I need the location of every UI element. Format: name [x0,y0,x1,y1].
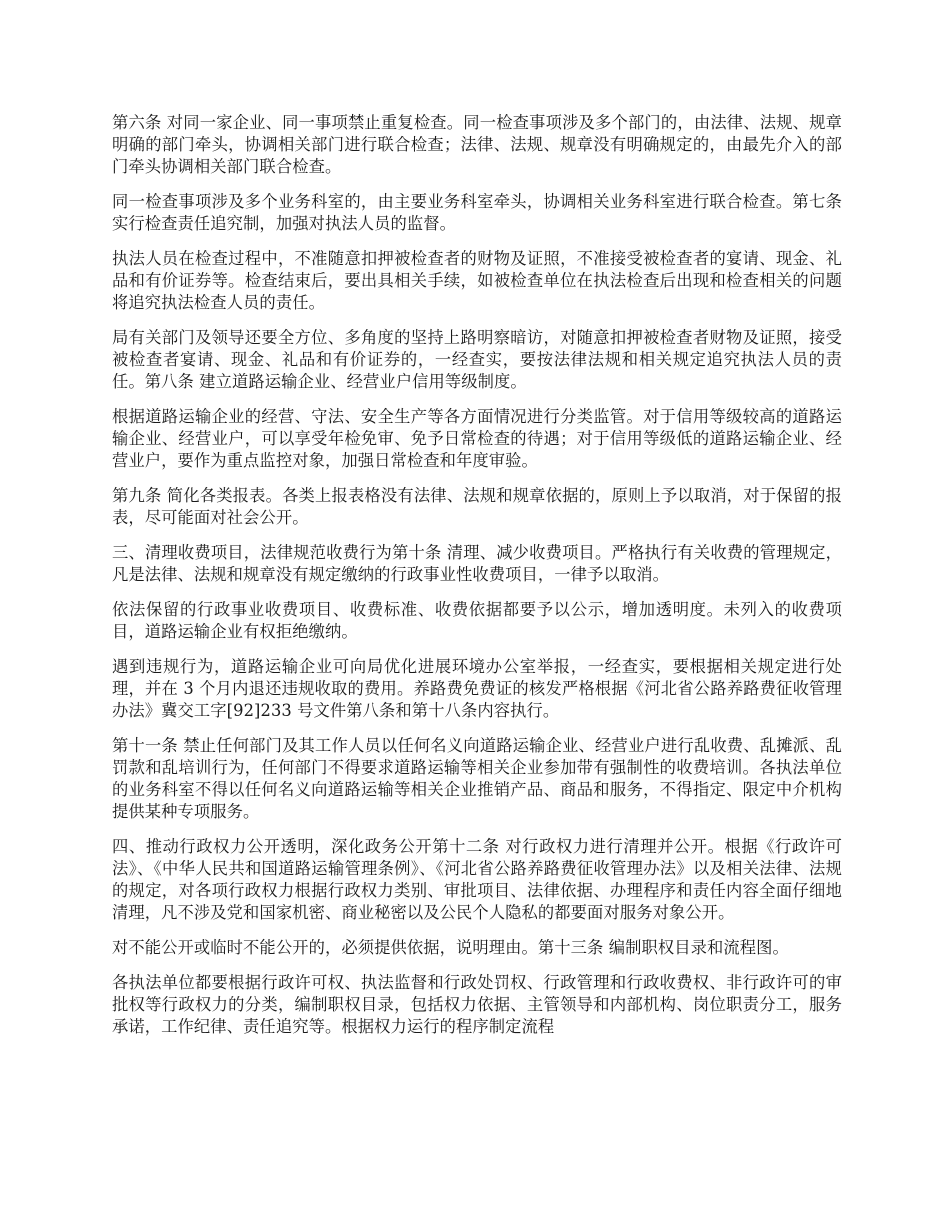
paragraph-fee-disclosure: 依法保留的行政事业收费项目、收费标准、收费依据都要予以公示，增加透明度。未列入的收费项目，道路运输企业有权拒绝缴纳。 [112,600,842,641]
paragraph-authority-catalog: 各执法单位都要根据行政许可权、执法监督和行政处罚权、行政管理和行政收费权、非行政许可的审批权等行政权力的分类，编制职权目录，包括权力依据、主管领导和内部机构、岗位职责分工，服务承诺，工作纪律、责任追究等。根据权力运行的程序制定流程 [112,973,842,1036]
paragraph-section-3-article-10: 三、清理收费项目，法律规范收费行为第十条 清理、减少收费项目。严格执行有关收费的管理规定，凡是法律、法规和规章没有规定缴纳的行政事业性收费项目，一律予以取消。 [112,543,842,584]
paragraph-credit-rating: 根据道路运输企业的经营、守法、安全生产等各方面情况进行分类监管。对于信用等级较高的道路运输企业、经营业户，可以享受年检免审、免予日常检查的待遇；对于信用等级低的道路运输企业、经营业户，要作为重点监控对象，加强日常检查和年度审验。 [112,407,842,470]
paragraph-article-13: 对不能公开或临时不能公开的，必须提供依据，说明理由。第十三条 编制职权目录和流程图。 [112,938,789,957]
paragraph-article-9: 第九条 简化各类报表。各类上报表格没有法律、法规和规章依据的，原则上予以取消，对于保留的报表，尽可能面对社会公开。 [112,486,842,527]
paragraph-enforcement-conduct: 执法人员在检查过程中，不准随意扣押被检查者的财物及证照，不准接受被检查者的宴请、现金、礼品和有价证券等。检查结束后，要出具相关手续，如被检查单位在执法检查后出现和检查相关的问题将追究执法检查人员的责任。 [112,249,842,312]
paragraph-violation-reporting: 遇到违规行为，道路运输企业可向局优化进展环境办公室举报，一经查实，要根据相关规定进行处理，并在 3 个月内退还违规收取的费用。养路费免费证的核发严格根据《河北省公路养路费征收管理办法》冀交工字[92]233 号文件第八条和第十八条内容执行。 [112,657,842,720]
paragraph-article-11: 第十一条 禁止任何部门及其工作人员以任何名义向道路运输企业、经营业户进行乱收费、乱摊派、乱罚款和乱培训行为，任何部门不得要求道路运输等相关企业参加带有强制性的收费培训。各执法单位的业务科室不得以任何名义向道路运输等相关企业推销产品、商品和服务，不得指定、限定中介机构提供某种专项服务。 [112,736,842,821]
document-body [112,112,842,1051]
paragraph-article-8: 局有关部门及领导还要全方位、多角度的坚持上路明察暗访，对随意扣押被检查者财物及证照，接受被检查者宴请、现金、礼品和有价证券的，一经查实，要按法律法规和相关规定追究执法人员的责任。第八条 建立道路运输企业、经营业户信用等级制度。 [112,328,842,391]
paragraph-article-7: 同一检查事项涉及多个业务科室的，由主要业务科室牵头，协调相关业务科室进行联合检查。第七条 实行检查责任追究制，加强对执法人员的监督。 [112,192,842,233]
paragraph-article-6: 第六条 对同一家企业、同一事项禁止重复检查。同一检查事项涉及多个部门的，由法律、法规、规章明确的部门牵头，协调相关部门进行联合检查；法律、法规、规章没有明确规定的，由最先介入的部门牵头协调相关部门联合检查。 [112,113,842,176]
paragraph-section-4-article-12: 四、推动行政权力公开透明，深化政务公开第十二条 对行政权力进行清理并公开。根据《行政许可法》、《中华人民共和国道路运输管理条例》、《河北省公路养路费征收管理办法》以及相关法律、法规的规定，对各项行政权力根据行政权力类别、审批项目、法律依据、办理程序和责任内容全面仔细地清理，凡不涉及党和国家机密、商业秘密以及公民个人隐私的都要面对服务对象公开。 [112,837,842,922]
